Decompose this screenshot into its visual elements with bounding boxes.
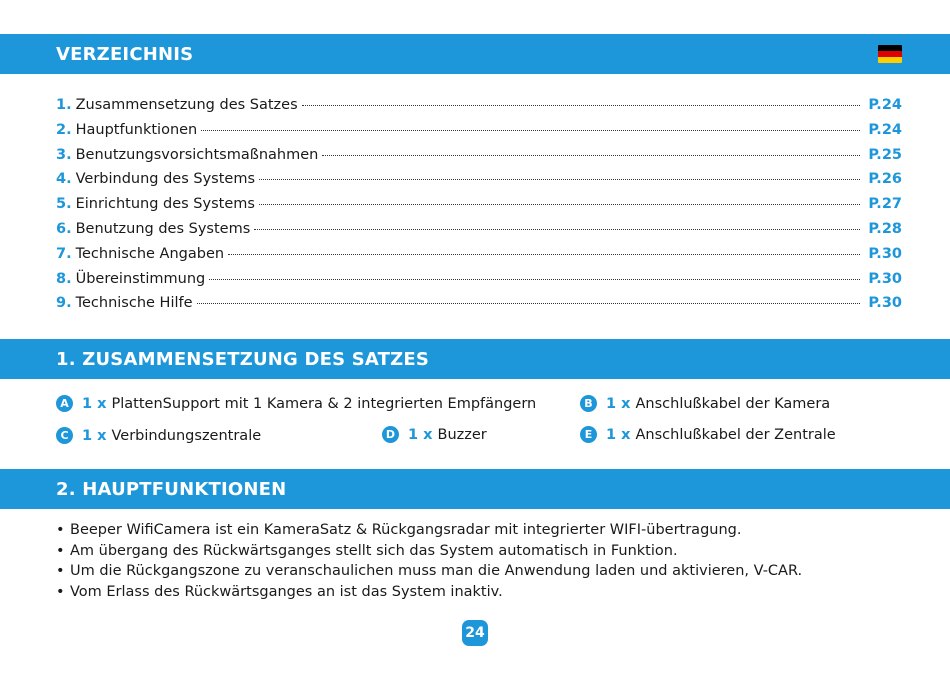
dot-leader bbox=[322, 143, 860, 156]
toc-entry[interactable] bbox=[56, 169, 902, 194]
kit-item bbox=[382, 426, 487, 443]
toc-entry-page: P.30 bbox=[868, 295, 902, 312]
dot-leader bbox=[259, 192, 860, 205]
list-item-text: Um die Rückgangszone zu veranschaulichen muss man die Anwendung laden und aktivieren, V-CAR. bbox=[70, 563, 803, 579]
kit-header bbox=[0, 339, 950, 379]
bullet-icon: • bbox=[56, 522, 65, 538]
kit-item bbox=[580, 426, 836, 443]
toc-entry-title: Hauptfunktionen bbox=[75, 121, 198, 138]
toc-entry-number: 3. bbox=[56, 146, 72, 163]
kit-item bbox=[56, 427, 261, 444]
toc-entry[interactable] bbox=[56, 95, 902, 120]
toc-entry-page: P.27 bbox=[868, 196, 902, 213]
kit-item-quantity: 1 x bbox=[606, 426, 631, 443]
toc-entry-number: 2. bbox=[56, 121, 72, 138]
page-number-badge: 24 bbox=[462, 620, 488, 646]
toc-entry-page: P.25 bbox=[868, 146, 902, 163]
toc-entry-title: Benutzungsvorsichtsmaßnahmen bbox=[75, 146, 319, 163]
toc-entry[interactable] bbox=[56, 219, 902, 244]
table-of-contents bbox=[56, 95, 902, 318]
toc-entry-title: Technische Hilfe bbox=[75, 295, 193, 312]
toc-entry-number: 4. bbox=[56, 171, 72, 188]
toc-entry-number: 5. bbox=[56, 196, 72, 213]
germany-flag-icon bbox=[878, 45, 902, 63]
kit-item-text: Verbindungszentrale bbox=[111, 427, 262, 444]
kit-item-letter-badge: A bbox=[56, 395, 73, 412]
dot-leader bbox=[209, 267, 860, 280]
kit-item-text: Buzzer bbox=[437, 426, 487, 443]
list-item bbox=[56, 520, 936, 541]
toc-entry-number: 1. bbox=[56, 97, 72, 113]
toc-entry[interactable] bbox=[56, 293, 902, 318]
toc-entry-page: P.26 bbox=[868, 171, 902, 188]
toc-entry-title: Verbindung des Systems bbox=[75, 171, 256, 188]
main-functions-heading: 2. HAUPTFUNKTIONEN bbox=[56, 478, 287, 500]
toc-entry[interactable] bbox=[56, 120, 902, 145]
list-item-text: Beeper WifiCamera ist ein KameraSatz & Rückgangsradar mit integrierter WIFI-übertragung. bbox=[70, 522, 742, 538]
kit-item bbox=[56, 395, 536, 412]
list-item-text: Am übergang des Rückwärtsganges stellt sich das System automatisch in Funktion. bbox=[70, 542, 678, 559]
list-item bbox=[56, 582, 936, 603]
toc-entry-title: Technische Angaben bbox=[75, 245, 225, 262]
dot-leader bbox=[201, 118, 860, 131]
dot-leader bbox=[228, 242, 860, 255]
toc-entry-title: Übereinstimmung bbox=[75, 270, 206, 287]
kit-heading: 1. ZUSAMMENSETZUNG DES SATZES bbox=[56, 348, 430, 370]
list-item-text: Vom Erlass des Rückwärtsganges an ist das System inaktiv. bbox=[70, 583, 503, 600]
toc-entry[interactable] bbox=[56, 194, 902, 219]
toc-heading: VERZEICHNIS bbox=[56, 43, 194, 65]
toc-entry[interactable] bbox=[56, 244, 902, 269]
list-item bbox=[56, 541, 936, 562]
main-functions-list bbox=[56, 520, 936, 602]
toc-entry-page: P.28 bbox=[868, 220, 902, 237]
toc-entry-number: 6. bbox=[56, 220, 72, 237]
kit-item-quantity: 1 x bbox=[82, 395, 107, 412]
kit-item-quantity: 1 x bbox=[606, 395, 631, 412]
bullet-icon: • bbox=[56, 542, 65, 559]
toc-entry-page: P.24 bbox=[868, 121, 902, 138]
toc-entry-number: 9. bbox=[56, 295, 72, 312]
dot-leader bbox=[197, 291, 860, 304]
toc-header bbox=[0, 34, 950, 74]
kit-item-letter-badge: D bbox=[382, 426, 399, 443]
dot-leader bbox=[254, 217, 860, 230]
bullet-icon: • bbox=[56, 563, 65, 579]
toc-entry[interactable] bbox=[56, 145, 902, 170]
toc-entry-page: P.30 bbox=[868, 245, 902, 262]
toc-entry-number: 8. bbox=[56, 270, 72, 287]
kit-item-quantity: 1 x bbox=[82, 427, 107, 444]
kit-item-letter-badge: E bbox=[580, 426, 597, 443]
toc-entry-page: P.30 bbox=[868, 270, 902, 287]
dot-leader bbox=[259, 167, 860, 180]
kit-item-text: Anschlußkabel der Zentrale bbox=[635, 426, 836, 443]
main-functions-header bbox=[0, 469, 950, 509]
kit-item-letter-badge: B bbox=[580, 395, 597, 412]
kit-item-quantity: 1 x bbox=[408, 426, 433, 443]
kit-item-letter-badge: C bbox=[56, 427, 73, 444]
kit-item-text: PlattenSupport mit 1 Kamera & 2 integrierten Empfängern bbox=[111, 395, 537, 412]
bullet-icon: • bbox=[56, 583, 65, 600]
kit-item-text: Anschlußkabel der Kamera bbox=[635, 395, 831, 412]
dot-leader bbox=[302, 93, 860, 106]
toc-entry-title: Benutzung des Systems bbox=[75, 220, 251, 237]
list-item bbox=[56, 561, 936, 582]
toc-entry[interactable] bbox=[56, 269, 902, 294]
kit-item bbox=[580, 395, 830, 412]
toc-entry-number: 7. bbox=[56, 245, 72, 262]
toc-entry-page: P.24 bbox=[868, 97, 902, 113]
toc-entry-title: Einrichtung des Systems bbox=[75, 196, 255, 213]
toc-entry-title: Zusammensetzung des Satzes bbox=[75, 97, 298, 113]
